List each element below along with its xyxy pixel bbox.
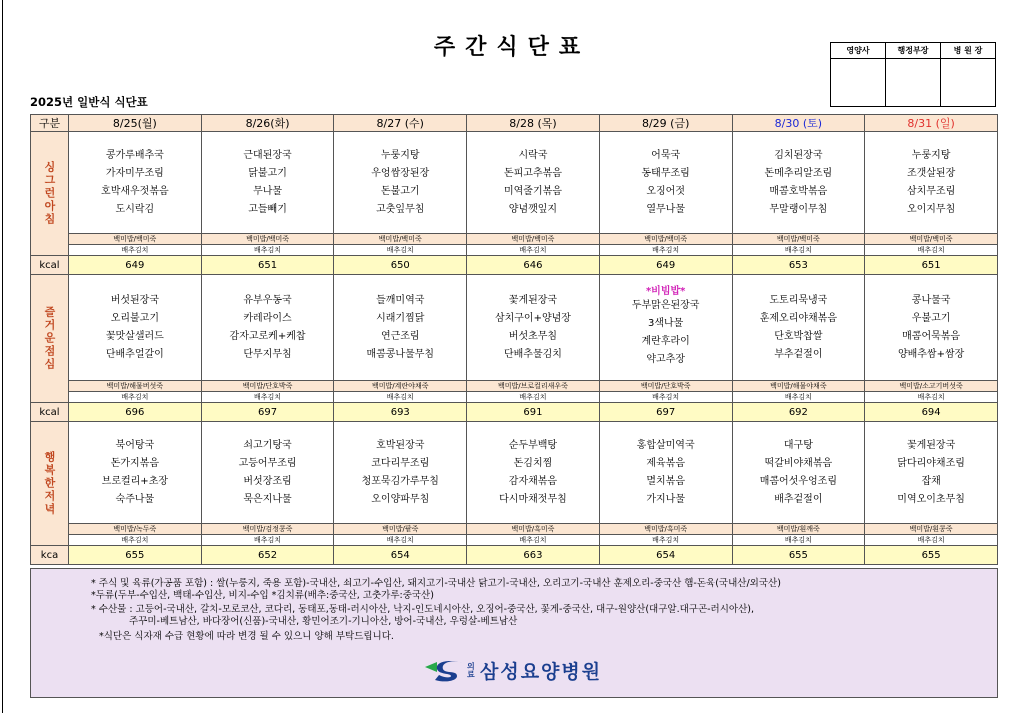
dish-item: 매콤호박볶음 — [769, 185, 828, 197]
kimchi: 배추김치 — [732, 245, 865, 256]
rice-porridge: 백미밥/흰깨죽 — [732, 524, 865, 535]
dish-item: 오리불고기 — [110, 312, 159, 324]
kimchi: 배추김치 — [865, 535, 998, 546]
dish-item: 두부맑은된장국 — [631, 300, 700, 311]
dish-item: 꽃게된장국 — [906, 439, 956, 451]
dish-item: 제육볶음 — [646, 457, 685, 469]
dish-list — [69, 275, 202, 381]
kcal-value: 652 — [201, 546, 334, 565]
dish-item: 도시락김 — [115, 203, 155, 215]
kimchi: 배추김치 — [467, 535, 600, 546]
day-header: 8/29 (금) — [599, 115, 732, 132]
dish-item: 다시마채젓무침 — [499, 493, 567, 505]
dish-item: 어묵국 — [651, 149, 681, 161]
day-header: 8/27 (수) — [334, 115, 467, 132]
dish-item: 들깨미역국 — [376, 294, 425, 306]
day-header: 8/30 (토) — [732, 115, 865, 132]
dish-list — [467, 422, 600, 524]
dish-item: 동태무조림 — [641, 167, 690, 179]
dish-list — [732, 132, 865, 234]
note-origin-beans: *두류(두부-수입산, 백태-수입산, 비지-수입 *김치류(배추:중국산, 고춧가루:중국산) — [91, 590, 434, 601]
dish-list — [732, 275, 865, 381]
rice-porridge: 백미밥/녹두죽 — [69, 524, 202, 535]
dish-item: 연근조림 — [380, 330, 420, 342]
dish-item: 콩나물국 — [911, 294, 951, 306]
day-header: 8/26(화) — [201, 115, 334, 132]
kcal-value: 697 — [599, 403, 732, 422]
signature-cell — [886, 59, 941, 107]
dish-item: 유부우동국 — [243, 294, 292, 306]
rice-porridge: 백미밥/백미죽 — [732, 234, 865, 245]
kcal-value: 653 — [732, 256, 865, 275]
dish-item: 버섯된장국 — [110, 294, 159, 306]
kcal-value: 651 — [201, 256, 334, 275]
dish-item: 매콤어섯우엉조림 — [759, 475, 837, 487]
day-header: 8/28 (목) — [467, 115, 600, 132]
day-header: 8/25(월) — [69, 115, 202, 132]
subtitle: 2025년 일반식 식단표 — [30, 95, 148, 109]
rice-porridge: 백미밥/단호박죽 — [201, 381, 334, 392]
dish-item: 누룽지탕 — [380, 149, 420, 161]
rice-porridge: 백미밥/팥죽 — [334, 524, 467, 535]
kimchi: 배추김치 — [865, 392, 998, 403]
dish-item: 매콤어묵볶음 — [902, 330, 961, 342]
dish-list — [201, 132, 334, 234]
kcal-value: 691 — [467, 403, 600, 422]
dish-item: 오이지무침 — [906, 203, 956, 215]
dish-list — [467, 275, 600, 381]
approval-box — [830, 42, 996, 107]
dish-item: 코다리무조림 — [371, 457, 430, 469]
dish-item: 단배추얼갈이 — [105, 348, 164, 360]
kimchi: 배추김치 — [201, 535, 334, 546]
dish-item: 순두부백탕 — [508, 439, 558, 451]
approval-dietitian: 영양사 — [831, 43, 886, 59]
kcal-value: 693 — [334, 403, 467, 422]
dish-item: 고들빼기 — [248, 203, 287, 215]
dish-list — [201, 422, 334, 524]
dish-list — [69, 132, 202, 234]
dish-item: 쇠고기탕국 — [243, 439, 292, 451]
dish-list — [467, 132, 600, 234]
dish-item: 매콤콩나물무침 — [366, 348, 435, 360]
note-origin-meat: * 주식 및 육류(가공품 포함) : 쌀(누룽지, 죽용 포함)-국내산, 쇠고기-수입산, 돼지고기-국내산 닭고기-국내산, 오리고기-국내산 훈제오리-중국산 햄-돈육(국내산/외국산) — [91, 578, 781, 589]
kcal-value: 655 — [69, 546, 202, 565]
dish-item: 대구탕 — [783, 439, 813, 451]
special-dish: *비빔밥* — [645, 286, 686, 297]
logo-small-text: 의료 — [467, 661, 475, 679]
header-label: 구분 — [31, 115, 69, 132]
dish-item: 호박된장국 — [376, 439, 425, 451]
dish-item: 호박새우젓볶음 — [101, 185, 169, 197]
day-header: 8/31 (일) — [865, 115, 998, 132]
rice-porridge: 백미밥/흑미죽 — [599, 524, 732, 535]
kcal-value: 655 — [732, 546, 865, 565]
kimchi: 배추김치 — [334, 392, 467, 403]
dish-item: 브로컬리+초장 — [101, 475, 169, 487]
kimchi: 배추김치 — [467, 392, 600, 403]
dish-list — [599, 275, 732, 381]
approval-admin: 행정부장 — [886, 43, 941, 59]
dish-item: 조갯살된장 — [906, 167, 956, 179]
rice-porridge: 백미밥/소고기버섯죽 — [865, 381, 998, 392]
kcal-label: kca — [31, 546, 69, 565]
dish-item: 미역오이초무침 — [897, 493, 965, 505]
rice-porridge: 백미밥/흰콩죽 — [865, 524, 998, 535]
dish-item: 시락국 — [518, 149, 548, 161]
kcal-value: 694 — [865, 403, 998, 422]
dish-list — [334, 132, 467, 234]
dish-item: 단호박찹쌀 — [774, 330, 823, 342]
dish-item: 묵은지나물 — [243, 493, 292, 505]
dish-item: 돈메추리알조림 — [764, 167, 833, 179]
rice-porridge: 백미밥/백미죽 — [599, 234, 732, 245]
rice-porridge: 백미밥/백미죽 — [201, 234, 334, 245]
dish-list — [599, 422, 732, 524]
dish-item: 배추겉절이 — [774, 493, 823, 505]
dish-item: 단배추물김치 — [503, 348, 562, 360]
note-disclaimer: *식단은 식자재 수급 현황에 따라 변경 될 수 있으니 양해 부탁드립니다. — [99, 631, 394, 642]
dish-item: 근대된장국 — [243, 149, 292, 161]
dish-list — [201, 275, 334, 381]
dish-list — [865, 275, 998, 381]
samsung-logo-icon — [423, 658, 465, 684]
meal-label — [31, 422, 69, 546]
dish-item: 돈피고추볶음 — [503, 167, 562, 179]
dish-item: 멸치볶음 — [646, 475, 685, 487]
kcal-value: 697 — [201, 403, 334, 422]
note-origin-seafood-cont: 주꾸미-베트남산, 바다장어(신품)-국내산, 황민어조기-기니아산, 방어-국내산, 우렁살-베트남산 — [129, 616, 518, 627]
note-origin-seafood: * 수산물 : 고등어-국내산, 갈치-모로코산, 코다리, 동태포,동태-러시아산, 낙지-인도네시아산, 오징어-중국산, 꽃게-중국산, 대구-원양산(대구알.대구곤-러시아산), — [91, 604, 754, 615]
rice-porridge: 백미밥/단호박죽 — [599, 381, 732, 392]
rice-porridge: 백미밥/계란야채죽 — [334, 381, 467, 392]
kcal-value: 651 — [865, 256, 998, 275]
dish-item: 김치된장국 — [774, 149, 823, 161]
dish-item: 고춧잎무침 — [376, 203, 425, 215]
dish-item: 가자미무조림 — [105, 167, 164, 179]
menu-table — [30, 114, 998, 565]
kcal-value: 655 — [865, 546, 998, 565]
kimchi: 배추김치 — [467, 245, 600, 256]
kimchi: 배추김치 — [69, 245, 202, 256]
kimchi: 배추김치 — [732, 392, 865, 403]
page-title: 주간식단표 — [433, 35, 591, 60]
approval-director: 병 원 장 — [941, 43, 996, 59]
meal-label — [31, 275, 69, 403]
dish-item: 단무지무침 — [243, 348, 292, 360]
rice-porridge: 백미밥/검정콩죽 — [201, 524, 334, 535]
dish-list — [599, 132, 732, 234]
kimchi: 배추김치 — [69, 392, 202, 403]
dish-item: 삼치무조림 — [906, 185, 956, 197]
dish-item: 돈김치찜 — [513, 457, 553, 469]
dish-item: 고등어무조림 — [238, 457, 297, 469]
dish-item: 감자고로케+케찹 — [229, 330, 306, 342]
kimchi: 배추김치 — [69, 535, 202, 546]
meal-label-text: 싱그런아침 — [43, 161, 56, 226]
dish-item: 닭다리야채조림 — [897, 457, 965, 469]
dish-item: 3색나물 — [647, 318, 684, 329]
kimchi: 배추김치 — [334, 535, 467, 546]
dish-item: 삼치구이+양념장 — [494, 312, 571, 324]
dish-item: 계란후라이 — [641, 336, 690, 347]
dish-list — [334, 422, 467, 524]
meal-label — [31, 132, 69, 256]
rice-porridge: 백미밥/브로컬리새우죽 — [467, 381, 600, 392]
dish-item: 부추겉절이 — [774, 348, 823, 360]
dish-item: 카레라이스 — [243, 312, 292, 324]
dish-item: 오징어젓 — [646, 185, 685, 197]
dish-item: 콩가루배추국 — [105, 149, 164, 161]
kcal-value: 646 — [467, 256, 600, 275]
kimchi: 배추김치 — [599, 245, 732, 256]
kcal-value: 696 — [69, 403, 202, 422]
kimchi: 배추김치 — [599, 535, 732, 546]
notes-section — [30, 568, 998, 698]
rice-porridge: 백미밥/백미죽 — [467, 234, 600, 245]
dish-item: 홍합살미역국 — [636, 439, 695, 451]
frame-border — [2, 0, 3, 713]
kimchi: 배추김치 — [334, 245, 467, 256]
dish-item: 오이양파무침 — [371, 493, 430, 505]
meal-label-text: 즐거운점심 — [43, 306, 56, 371]
rice-porridge: 백미밥/흑미죽 — [467, 524, 600, 535]
kimchi: 배추김치 — [201, 245, 334, 256]
dish-item: 청포묵김가루무침 — [361, 475, 439, 487]
meal-label-text: 행복한저녁 — [43, 451, 56, 516]
kcal-label: kcal — [31, 256, 69, 275]
dish-item: 가지나물 — [646, 493, 685, 505]
dish-item: 양배추쌈+쌈장 — [897, 348, 965, 360]
kcal-value: 654 — [599, 546, 732, 565]
dish-item: 잡채 — [921, 475, 941, 487]
kcal-value: 654 — [334, 546, 467, 565]
dish-item: 닭불고기 — [248, 167, 287, 179]
dish-item: 무나물 — [253, 185, 283, 197]
kcal-value: 649 — [599, 256, 732, 275]
dish-list — [865, 132, 998, 234]
kcal-value: 663 — [467, 546, 600, 565]
dish-item: 우불고기 — [911, 312, 951, 324]
signature-cell — [831, 59, 886, 107]
dish-item: 열무나물 — [646, 203, 685, 215]
rice-porridge: 백미밥/해물야채죽 — [732, 381, 865, 392]
hospital-logo — [423, 657, 602, 684]
dish-item: 양념깻잎지 — [508, 203, 558, 215]
dish-item: 시래기찜닭 — [376, 312, 425, 324]
dish-item: 훈제오리야채볶음 — [759, 312, 837, 324]
kcal-value: 650 — [334, 256, 467, 275]
dish-list — [865, 422, 998, 524]
dish-item: 미역줄기볶음 — [503, 185, 562, 197]
rice-porridge: 백미밥/백미죽 — [334, 234, 467, 245]
dish-item: 북어탕국 — [115, 439, 155, 451]
dish-item: 버섯초무침 — [508, 330, 558, 342]
dish-item: 돈가지볶음 — [110, 457, 159, 469]
dish-item: 누룽지탕 — [911, 149, 951, 161]
dish-item: 떡갈비야채볶음 — [764, 457, 833, 469]
kcal-value: 649 — [69, 256, 202, 275]
dish-item: 꽃게된장국 — [508, 294, 558, 306]
dish-item: 버섯장조림 — [243, 475, 292, 487]
dish-item: 약고추장 — [646, 354, 685, 365]
signature-cell — [941, 59, 996, 107]
rice-porridge: 백미밥/백미죽 — [69, 234, 202, 245]
kcal-value: 692 — [732, 403, 865, 422]
kimchi: 배추김치 — [201, 392, 334, 403]
dish-item: 돈불고기 — [380, 185, 420, 197]
dish-item: 감자채볶음 — [508, 475, 558, 487]
dish-item: 도토리묵냉국 — [769, 294, 828, 306]
dish-item: 꽃맛살샐러드 — [105, 330, 164, 342]
kcal-label: kcal — [31, 403, 69, 422]
dish-list — [69, 422, 202, 524]
kimchi: 배추김치 — [732, 535, 865, 546]
dish-list — [732, 422, 865, 524]
dish-item: 숙주나물 — [115, 493, 155, 505]
dish-item: 우엉쌈장된장 — [371, 167, 430, 179]
rice-porridge: 백미밥/백미죽 — [865, 234, 998, 245]
dish-item: 무말랭이무침 — [769, 203, 828, 215]
kimchi: 배추김치 — [599, 392, 732, 403]
dish-list — [334, 275, 467, 381]
logo-text: 삼성요양병원 — [480, 661, 603, 683]
rice-porridge: 백미밥/해물버섯죽 — [69, 381, 202, 392]
kimchi: 배추김치 — [865, 245, 998, 256]
